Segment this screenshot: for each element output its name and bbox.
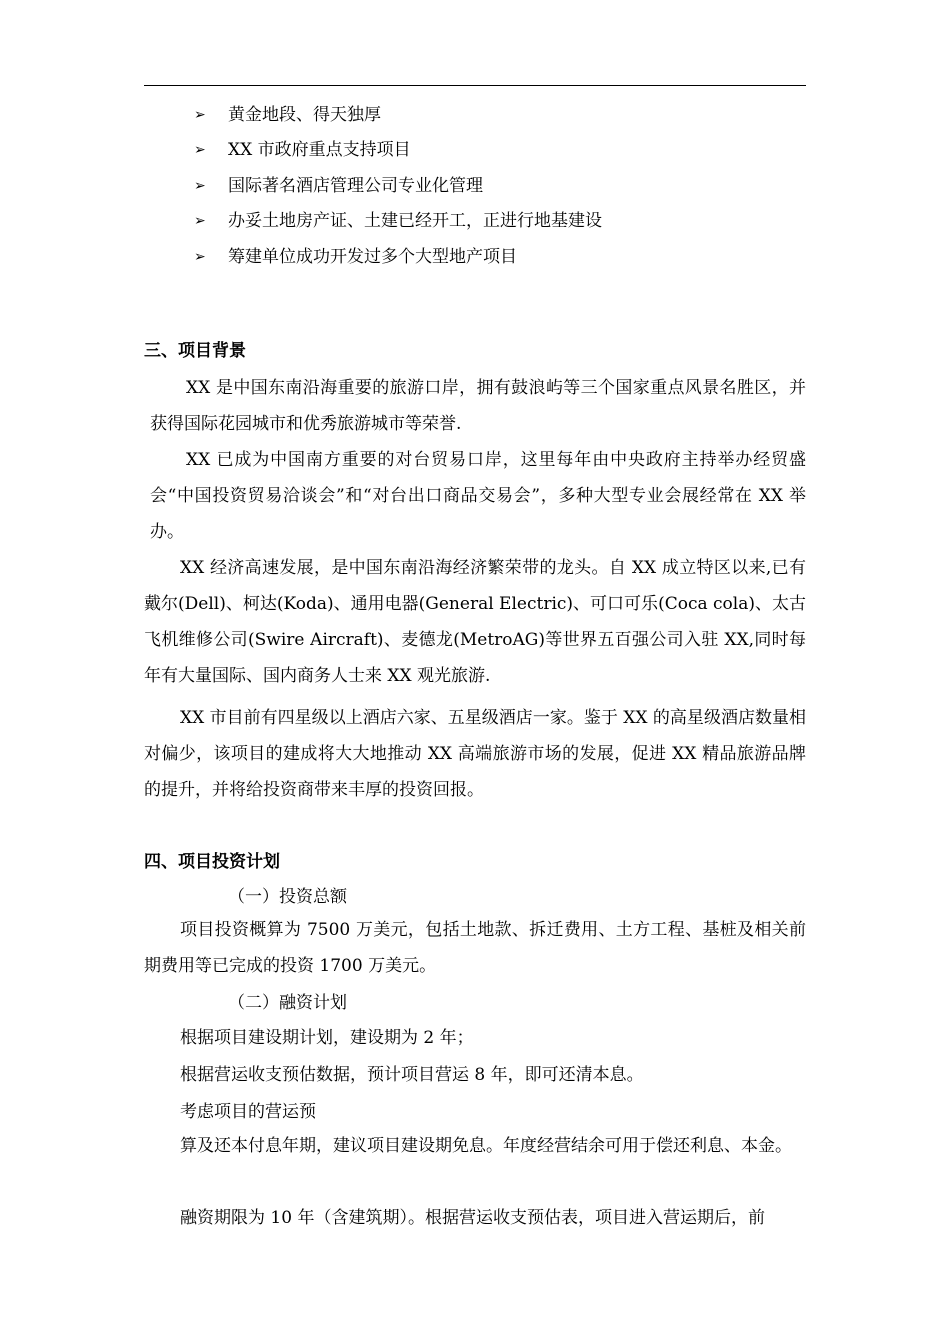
- list-item: [194, 239, 806, 275]
- arrowhead-bullet-icon: ➢: [194, 106, 206, 123]
- arrowhead-bullet-icon: ➢: [194, 213, 206, 230]
- subheading-investment-total: （一）投资总额: [228, 887, 347, 907]
- section3-paragraph-4: XX 市目前有四星级以上酒店六家、五星级酒店一家。鉴于 XX 的高星级酒店数量相对偏少，该项目的建成将大大地推动 XX 高端旅游市场的发展，促进 XX 精品旅游品牌的提升，并将给投资商带来丰厚的投资回报。: [144, 708, 806, 800]
- section3-paragraph-2: XX 已成为中国南方重要的对台贸易口岸，这里每年由中央政府主持举办经贸盛会“中国投资贸易洽谈会”和“对台出口商品交易会”，多种大型专业会展经常在 XX 举办。: [150, 450, 806, 542]
- list-item: [194, 97, 806, 133]
- arrowhead-bullet-icon: ➢: [194, 248, 206, 265]
- section3-paragraph-1: XX 是中国东南沿海重要的旅游口岸，拥有鼓浪屿等三个国家重点风景名胜区，并获得国际花园城市和优秀旅游城市等荣誉.: [150, 378, 806, 434]
- section4-paragraph-2: 根据项目建设期计划，建设期为 2 年；: [180, 1028, 474, 1048]
- list-item-text: 国际著名酒店管理公司专业化管理: [228, 175, 483, 196]
- section4-heading: 四、项目投资计划: [144, 852, 280, 872]
- section3-paragraph-3: XX 经济高速发展，是中国东南沿海经济繁荣带的龙头。自 XX 成立特区以来,已有戴尔(Dell)、柯达(Koda)、通用电器(General Electric)、可口可乐(Coca cola)、太古飞机维修公司(Swire Aircraft)、麦德龙(MetroAG)等世界五百强公司入驻 XX,同时每年有大量国际、国内商务人士来 XX 观光旅游.: [144, 558, 806, 686]
- list-item: [194, 204, 806, 240]
- section4-paragraph-4: 考虑项目的营运预: [180, 1102, 316, 1122]
- subheading-financing-plan: （二）融资计划: [228, 993, 347, 1013]
- arrowhead-bullet-icon: ➢: [194, 177, 206, 194]
- list-item-text: XX 市政府重点支持项目: [228, 140, 411, 161]
- section4-paragraph-1: 项目投资概算为 7500 万美元，包括土地款、拆迁费用、土方工程、基桩及相关前期费用等已完成的投资 1700 万美元。: [144, 920, 806, 976]
- highlights-list: [194, 97, 806, 275]
- list-item: [194, 168, 806, 204]
- header-rule: [144, 85, 806, 86]
- arrowhead-bullet-icon: ➢: [194, 142, 206, 159]
- section4-paragraph-6: 融资期限为 10 年（含建筑期）。根据营运收支预估表，项目进入营运期后，前: [180, 1208, 765, 1228]
- list-item-text: 黄金地段、得天独厚: [228, 104, 381, 125]
- list-item-text: 筹建单位成功开发过多个大型地产项目: [228, 246, 517, 267]
- section4-paragraph-5: 算及还本付息年期，建议项目建设期免息。年度经营结余可用于偿还利息、本金。: [180, 1136, 792, 1156]
- section3-heading: 三、项目背景: [144, 341, 246, 361]
- list-item: [194, 133, 806, 169]
- section4-paragraph-3: 根据营运收支预估数据，预计项目营运 8 年，即可还清本息。: [180, 1065, 644, 1085]
- list-item-text: 办妥土地房产证、土建已经开工，正进行地基建设: [228, 211, 602, 232]
